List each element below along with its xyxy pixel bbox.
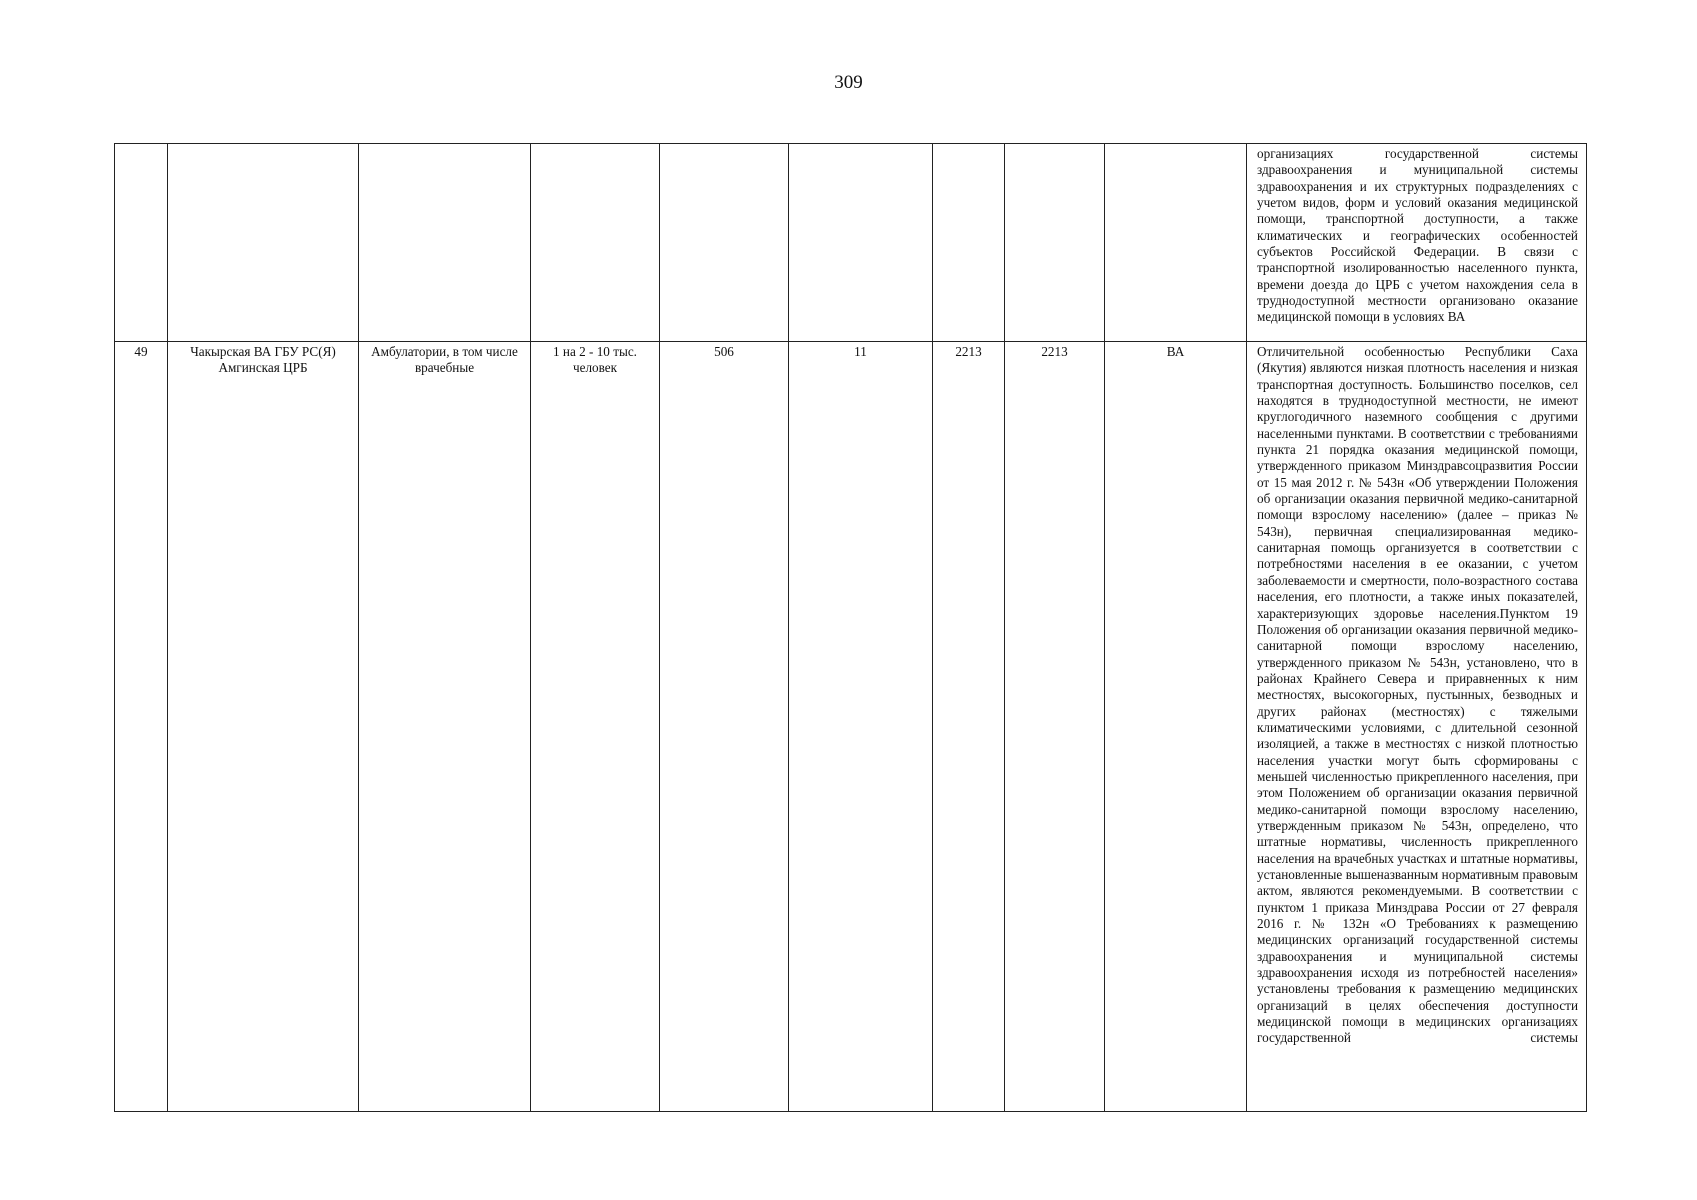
value-cell-5 [660, 144, 789, 342]
value-cell-8: 2213 [1005, 342, 1105, 1112]
care-form-cell: ВА [1105, 342, 1247, 1112]
description-cell: Отличительной особенностью Республики Саха (Якутия) являются низкая плотность населения и низкая транспортная доступность. Большинство поселков, сел находятся в труднодоступной местности, не имеют круглогодичного наземного сообщения с другими населенными пунктами. В соответствии с требованиями пункта 21 порядка оказания медицинской помощи, утвержденного приказом Минздравсоцразвития России от 15 мая 2012 г. № 543н «Об утверждении Положения об организации оказания первичной медико-санитарной помощи взрослому населению» (далее – приказ № 543н), первичная специализированная медико-санитарная помощь организуется в соответствии с потребностями населения в ее оказании, с учетом заболеваемости и смертности, поло-возрастного состава населения, его плотности, а также иных показателей, характеризующих здоровье населения.Пунктом 19 Положения об организации оказания первичной медико-санитарной помощи взрослому населению, утвержденного приказом № 543н, установлено, что в районах Крайнего Севера и приравненных к ним местностях, высокогорных, пустынных, безводных и других районах (местностях) с тяжелыми климатическими условиями, с длительной сезонной изоляцией, а также в местностях с низкой плотностью населения участки могут быть сформированы с меньшей численностью прикрепленного населения, при этом Положением об организации оказания первичной медико-санитарной помощи взрослому населению, утвержденным приказом № 543н, определено, что штатные нормативы, численность прикрепленного населения на врачебных участках и штатные нормативы, установленные вышеназванным нормативным правовым актом, являются рекомендуемыми. В соответствии с пунктом 1 приказа Минздрава России от 27 февраля 2016 г. № 132н «О Требованиях к размещению медицинских организаций государственной системы здравоохранения и муниципальной системы здравоохранения исходя из потребностей населения» установлены требования к размещению медицинских организаций в целях обеспечения доступности медицинской помощи в медицинских организациях государственной системы [1247, 342, 1587, 1112]
value-cell-6 [789, 144, 933, 342]
table-row [115, 144, 1587, 342]
row-number-cell: 49 [115, 342, 168, 1112]
norm-cell: 1 на 2 - 10 тыс. человек [531, 342, 660, 1112]
facility-type-cell: Амбулатории, в том числе врачебные [359, 342, 531, 1112]
facility-name-cell [168, 144, 359, 342]
value-cell-7 [933, 144, 1005, 342]
facility-type-cell [359, 144, 531, 342]
value-cell-5: 506 [660, 342, 789, 1112]
facility-name-cell: Чакырская ВА ГБУ РС(Я) Амгинская ЦРБ [168, 342, 359, 1112]
care-form-cell [1105, 144, 1247, 342]
description-cell: организациях государственной системы здравоохранения и муниципальной системы здравоохранения и их структурных подразделениях с учетом видов, форм и условий оказания медицинской помощи, транспортной доступности, а также климатических и географических особенностей субъектов Российской Федерации. В связи с транспортной изолированностью населенного пункта, времени доезда до ЦРБ с учетом нахождения села в труднодоступной местности организовано оказание медицинской помощи в условиях ВА [1247, 144, 1587, 342]
value-cell-8 [1005, 144, 1105, 342]
table-row [115, 342, 1587, 1112]
facilities-table [114, 143, 1587, 1112]
row-number-cell [115, 144, 168, 342]
norm-cell [531, 144, 660, 342]
page-number: 309 [834, 72, 863, 93]
value-cell-7: 2213 [933, 342, 1005, 1112]
value-cell-6: 11 [789, 342, 933, 1112]
